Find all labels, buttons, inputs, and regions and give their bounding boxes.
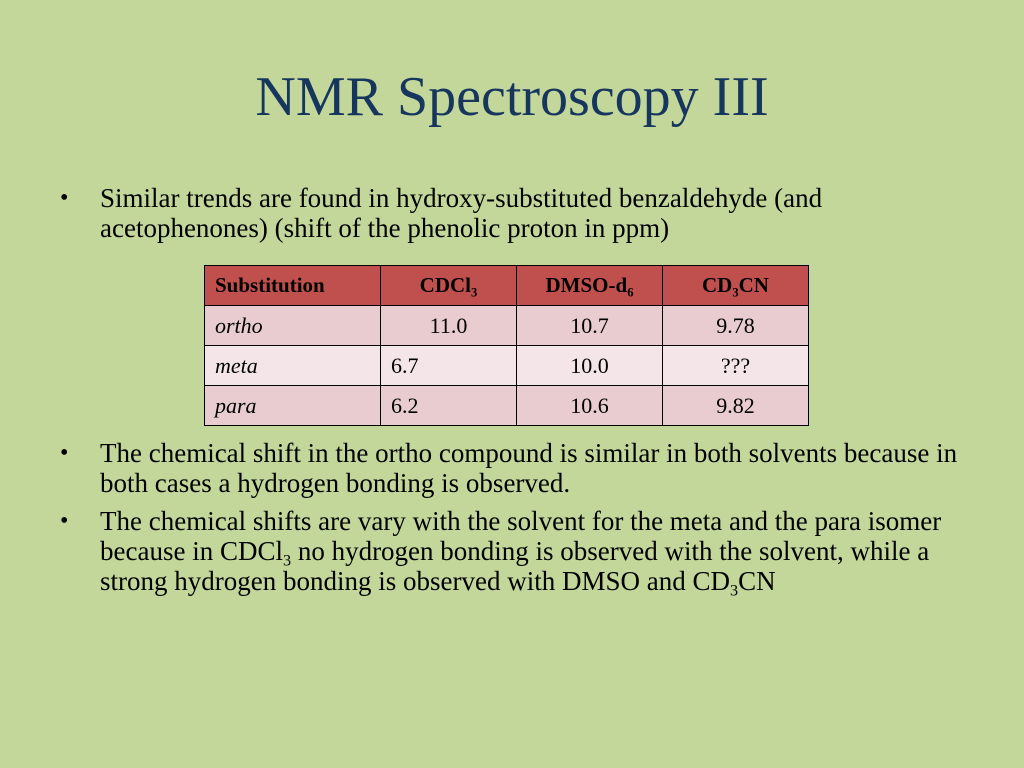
shift-table xyxy=(204,265,809,426)
header-cdcl3-main: CDCl xyxy=(419,273,472,297)
cell-cd3cn: 9.78 xyxy=(663,306,809,346)
bullet-icon: • xyxy=(60,185,69,211)
header-cd3cn-post: CN xyxy=(738,273,769,297)
header-substitution: Substitution xyxy=(205,266,381,306)
bullet-meta-para-sub1: 3 xyxy=(282,551,292,570)
bullet-meta-para-part1: The chemical shifts are vary with the solvent for the meta and the para isomer because in CDCl xyxy=(100,506,942,566)
header-dmso xyxy=(517,266,663,306)
header-cdcl3-sub: 3 xyxy=(471,285,478,300)
table-row xyxy=(205,386,809,426)
slide-title: NMR Spectroscopy III xyxy=(255,66,769,128)
row-label: meta xyxy=(205,346,381,386)
cell-cd3cn: ??? xyxy=(663,346,809,386)
cell-cdcl3: 11.0 xyxy=(381,306,517,346)
row-label: para xyxy=(205,386,381,426)
table-row xyxy=(205,346,809,386)
bullet-ortho-text: The chemical shift in the ortho compound is similar in both solvents because in both cases a hydrogen bonding is observed. xyxy=(100,438,958,498)
cell-cdcl3: 6.7 xyxy=(381,346,517,386)
bullet-meta-para-text xyxy=(100,506,960,600)
bullet-meta-para-sub2: 3 xyxy=(729,581,739,600)
cell-dmso: 10.6 xyxy=(517,386,663,426)
header-cd3cn-pre: CD xyxy=(702,273,733,297)
bullet-intro xyxy=(60,183,960,243)
bullet-meta-para-part2: no hydrogen bonding is observed with the solvent, while a strong hydrogen bonding is observed with DMSO and CD xyxy=(100,536,930,596)
bullet-meta-para xyxy=(60,506,960,600)
row-label: ortho xyxy=(205,306,381,346)
cell-cdcl3: 6.2 xyxy=(381,386,517,426)
cell-dmso: 10.7 xyxy=(517,306,663,346)
cell-dmso: 10.0 xyxy=(517,346,663,386)
bullet-meta-para-part3: CN xyxy=(738,566,776,596)
bullet-intro-text: Similar trends are found in hydroxy-substituted benzaldehyde (and acetophenones) (shift of the phenolic proton in ppm) xyxy=(100,183,823,243)
header-dmso-main: DMSO-d xyxy=(545,273,628,297)
bullet-icon: • xyxy=(60,440,69,466)
header-cd3cn xyxy=(663,266,809,306)
header-cdcl3 xyxy=(381,266,517,306)
bullet-icon: • xyxy=(60,508,69,534)
header-cd3cn-sub: 3 xyxy=(732,285,739,300)
table-header-row xyxy=(205,266,809,306)
bullet-ortho xyxy=(60,438,960,498)
table-row xyxy=(205,306,809,346)
header-dmso-sub: 6 xyxy=(627,285,634,300)
cell-cd3cn: 9.82 xyxy=(663,386,809,426)
